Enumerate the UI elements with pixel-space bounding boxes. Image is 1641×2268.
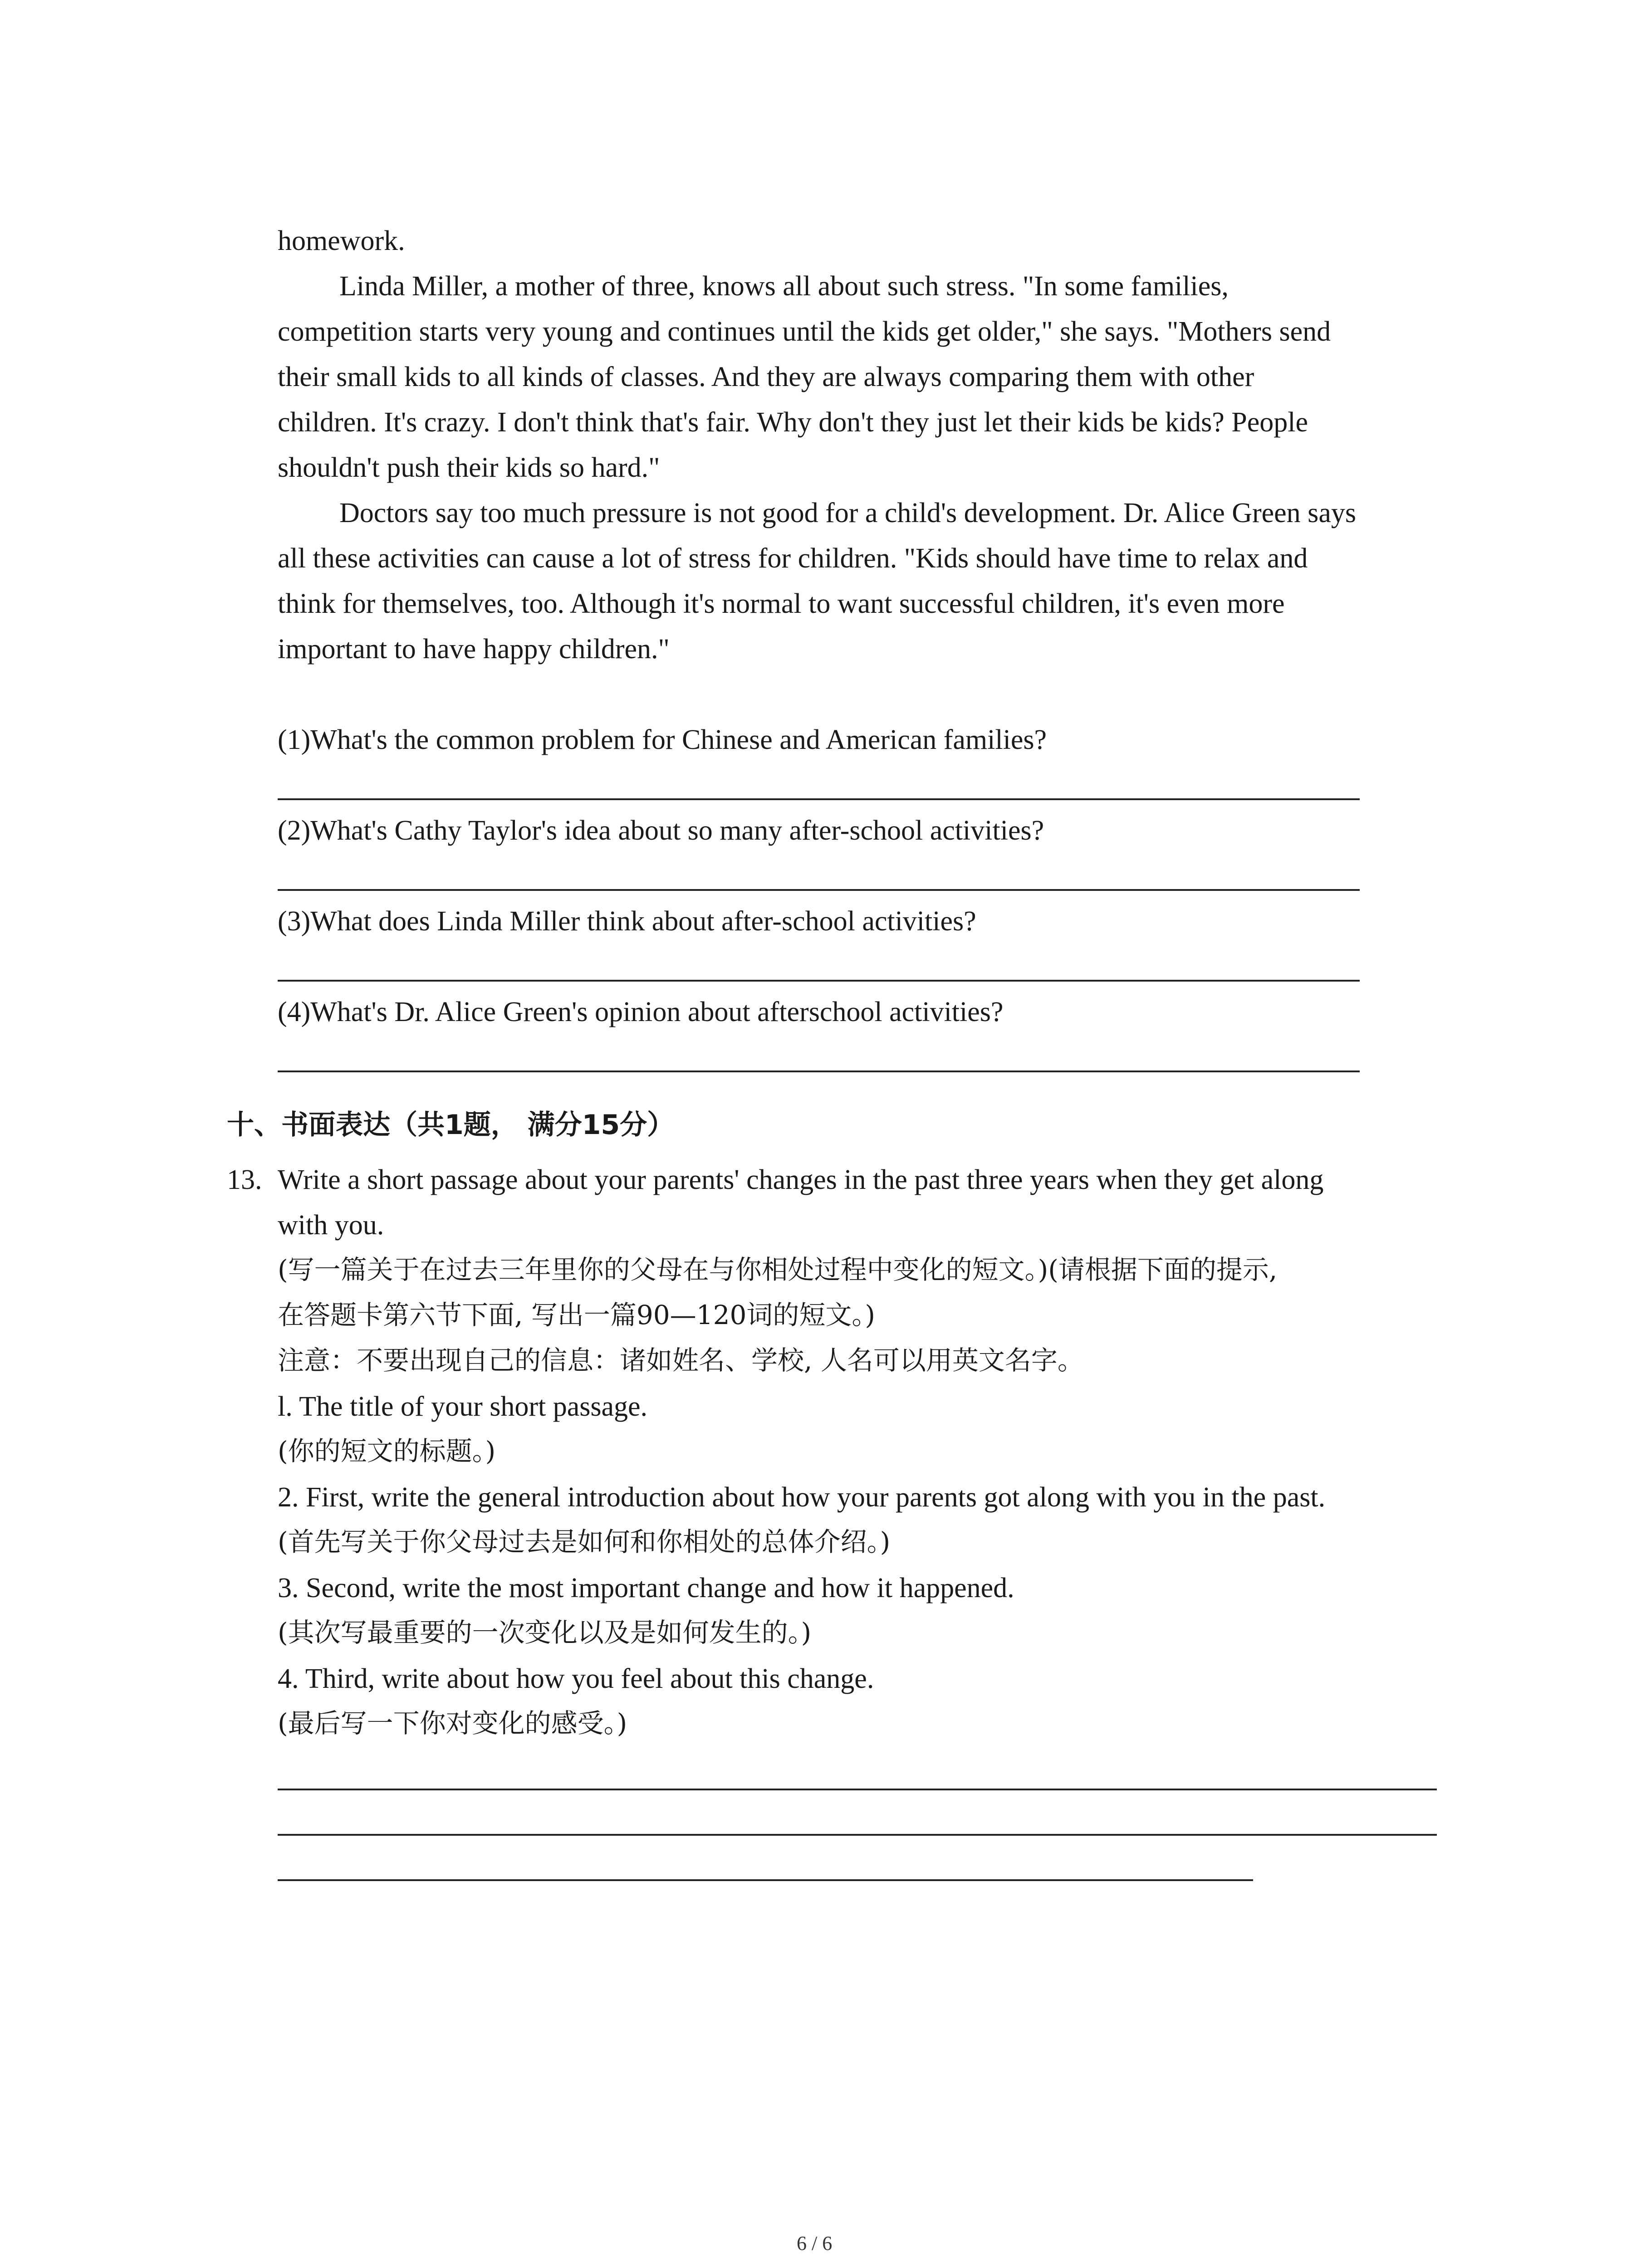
passage-line: shouldn't push their kids so hard." (278, 452, 660, 483)
task-prompt-line: with you. (278, 1210, 384, 1241)
passage-line: homework. (278, 225, 405, 256)
passage-line: competition starts very young and continues until the kids get older," she says. "Mothers send (278, 316, 1331, 347)
tip-en: 4. Third, write about how you feel about this change. (278, 1663, 874, 1694)
answer-line-2[interactable] (278, 889, 1360, 891)
passage-line: think for themselves, too. Although it's normal to want successful children, it's even more (278, 588, 1285, 619)
answer-line-4[interactable] (278, 1070, 1360, 1072)
writing-line-2[interactable] (278, 1834, 1437, 1836)
question-2: (2)What's Cathy Taylor's idea about so many after-school activities? (278, 815, 1044, 846)
task-note-cn: 注意：不要出现自己的信息：诸如姓名、学校, 人名可以用英文名字。 (278, 1345, 1084, 1376)
passage-line: Linda Miller, a mother of three, knows all about such stress. "In some families, (339, 271, 1229, 302)
question-1: (1)What's the common problem for Chinese and American families? (278, 724, 1047, 755)
task-instruction-cn: (写一篇关于在过去三年里你的父母在与你相处过程中变化的短文。)(请根据下面的提示, (278, 1254, 1278, 1285)
question-3: (3)What does Linda Miller think about after-school activities? (278, 906, 976, 937)
passage-line: Doctors say too much pressure is not good for a child's development. Dr. Alice Green says (339, 498, 1356, 528)
passage-line: children. It's crazy. I don't think that's fair. Why don't they just let their kids be kids? People (278, 407, 1308, 438)
section-heading: 十、书面表达（共1题， 满分15分） (227, 1109, 675, 1141)
tip-cn: (其次写最重要的一次变化以及是如何发生的。) (278, 1617, 812, 1648)
tip-cn: (首先写关于你父母过去是如何和你相处的总体介绍。) (278, 1526, 891, 1557)
tip-en: 2. First, write the general introduction about how your parents got along with you in the past. (278, 1482, 1326, 1513)
page-number: 6 / 6 (797, 2232, 833, 2254)
tip-cn: (最后写一下你对变化的感受。) (278, 1708, 627, 1739)
question-4: (4)What's Dr. Alice Green's opinion about afterschool activities? (278, 997, 1004, 1027)
answer-line-3[interactable] (278, 980, 1360, 982)
task-instruction-cn: 在答题卡第六节下面, 写出一篇90—120词的短文。) (278, 1300, 876, 1330)
passage-line: all these activities can cause a lot of stress for children. "Kids should have time to relax and (278, 543, 1308, 574)
answer-line-1[interactable] (278, 798, 1360, 800)
tip-en: l. The title of your short passage. (278, 1391, 648, 1422)
writing-line-1[interactable] (278, 1789, 1437, 1790)
task-prompt-line: Write a short passage about your parents' changes in the past three years when they get along (278, 1164, 1324, 1195)
tip-en: 3. Second, write the most important change and how it happened. (278, 1573, 1014, 1603)
tip-cn: (你的短文的标题。) (278, 1436, 496, 1466)
writing-line-3[interactable] (278, 1879, 1253, 1881)
task-number: 13. (227, 1164, 262, 1195)
passage-line: their small kids to all kinds of classes. And they are always comparing them with other (278, 362, 1254, 392)
passage-line: important to have happy children." (278, 634, 670, 665)
